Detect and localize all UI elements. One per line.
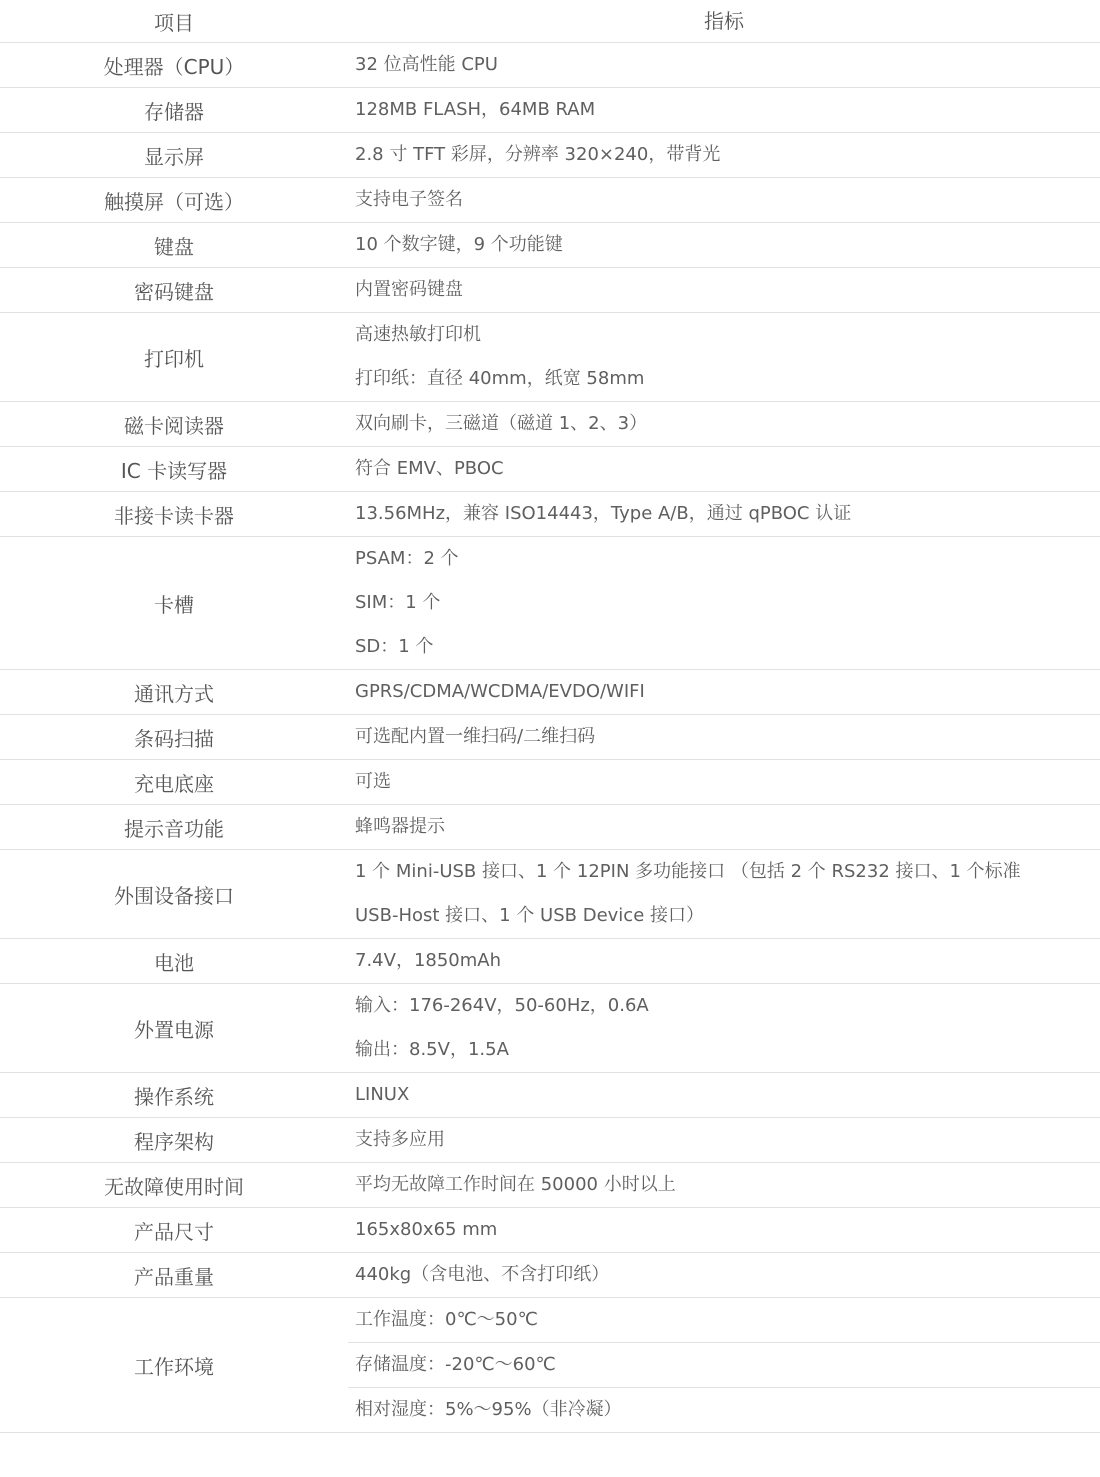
row-values xyxy=(348,939,1100,983)
row-value: 相对湿度：5%～95%（非冷凝） xyxy=(355,1399,622,1420)
row-values xyxy=(348,88,1100,132)
row-label: 充电底座 xyxy=(134,771,214,796)
table-row xyxy=(0,1073,1100,1118)
row-value: 7.4V，1850mAh xyxy=(355,950,502,971)
row-label: 卡槽 xyxy=(154,592,194,617)
row-values xyxy=(348,402,1100,446)
row-values xyxy=(348,760,1100,804)
row-label: 显示屏 xyxy=(144,144,204,169)
row-label: 电池 xyxy=(154,950,194,975)
row-values xyxy=(348,133,1100,177)
row-values xyxy=(348,447,1100,491)
row-label: 提示音功能 xyxy=(124,816,224,841)
table-row xyxy=(0,178,1100,223)
row-label: IC 卡读写器 xyxy=(120,458,228,483)
row-label: 键盘 xyxy=(154,234,194,259)
row-values xyxy=(348,1298,1100,1432)
table-row xyxy=(0,670,1100,715)
table-row xyxy=(0,850,1100,939)
row-label: 产品尺寸 xyxy=(134,1219,214,1244)
row-value: 可选 xyxy=(355,771,391,792)
row-value: 输出：8.5V，1.5A xyxy=(355,1039,509,1060)
row-label: 程序架构 xyxy=(134,1129,214,1154)
row-values xyxy=(348,537,1100,669)
table-row xyxy=(0,1298,1100,1433)
row-value: 打印纸：直径 40mm，纸宽 58mm xyxy=(355,368,645,389)
table-row xyxy=(0,805,1100,850)
row-values xyxy=(348,178,1100,222)
table-row xyxy=(0,939,1100,984)
row-label: 存储器 xyxy=(144,99,204,124)
row-value: 支持电子签名 xyxy=(355,189,463,210)
row-label: 磁卡阅读器 xyxy=(124,413,224,438)
row-value: GPRS/CDMA/WCDMA/EVDO/WIFI xyxy=(355,681,645,702)
row-value: LINUX xyxy=(355,1084,410,1105)
row-value: 128MB FLASH，64MB RAM xyxy=(355,99,596,120)
row-value: 双向刷卡，三磁道（磁道 1、2、3） xyxy=(355,413,648,434)
row-label: 工作环境 xyxy=(134,1354,214,1379)
row-value: 支持多应用 xyxy=(355,1129,445,1150)
row-value: 内置密码键盘 xyxy=(355,279,463,300)
table-row xyxy=(0,1118,1100,1163)
row-value: SD：1 个 xyxy=(355,636,434,657)
row-values xyxy=(348,1208,1100,1252)
row-values xyxy=(348,1163,1100,1207)
row-label: 处理器（CPU） xyxy=(103,54,245,79)
table-row xyxy=(0,402,1100,447)
table-row xyxy=(0,537,1100,670)
table-row xyxy=(0,760,1100,805)
row-value: 输入：176-264V，50-60Hz，0.6A xyxy=(355,995,649,1016)
header-spec: 指标 xyxy=(704,9,744,33)
row-values xyxy=(348,805,1100,849)
table-row xyxy=(0,1253,1100,1298)
row-value: 蜂鸣器提示 xyxy=(355,816,445,837)
table-row xyxy=(0,88,1100,133)
table-row xyxy=(0,133,1100,178)
row-values xyxy=(348,492,1100,536)
row-values xyxy=(348,43,1100,87)
table-row xyxy=(0,268,1100,313)
row-value: 13.56MHz，兼容 ISO14443，Type A/B，通过 qPBOC 认证 xyxy=(355,503,852,524)
row-value: USB-Host 接口、1 个 USB Device 接口） xyxy=(355,905,704,926)
row-label: 外置电源 xyxy=(134,1017,214,1042)
row-label: 密码键盘 xyxy=(134,279,214,304)
row-values xyxy=(348,1118,1100,1162)
header-item: 项目 xyxy=(154,10,194,35)
row-values xyxy=(348,670,1100,714)
table-row xyxy=(0,223,1100,268)
table-row xyxy=(0,313,1100,402)
row-label: 外围设备接口 xyxy=(114,883,234,908)
row-value: 2.8 寸 TFT 彩屏，分辨率 320×240，带背光 xyxy=(355,144,721,165)
row-values xyxy=(348,268,1100,312)
row-values xyxy=(348,715,1100,759)
row-values xyxy=(348,223,1100,267)
row-value: 符合 EMV、PBOC xyxy=(355,458,504,479)
row-value: 存储温度：-20℃～60℃ xyxy=(348,1343,1100,1388)
row-value: 10 个数字键，9 个功能键 xyxy=(355,234,563,255)
table-header xyxy=(0,0,1100,43)
row-values xyxy=(348,850,1100,938)
row-value: 可选配内置一维扫码/二维扫码 xyxy=(355,726,596,747)
row-label: 通讯方式 xyxy=(134,681,214,706)
row-value: 440kg（含电池、不含打印纸） xyxy=(355,1264,610,1285)
row-label: 产品重量 xyxy=(134,1264,214,1289)
row-values xyxy=(348,1253,1100,1297)
table-row xyxy=(0,447,1100,492)
row-values xyxy=(348,313,1100,401)
row-value: 平均无故障工作时间在 50000 小时以上 xyxy=(355,1174,676,1195)
row-value: 165x80x65 mm xyxy=(355,1219,498,1240)
row-label: 触摸屏（可选） xyxy=(104,189,244,214)
row-values xyxy=(348,1073,1100,1117)
table-row xyxy=(0,1163,1100,1208)
table-row xyxy=(0,1208,1100,1253)
row-value: 高速热敏打印机 xyxy=(355,324,481,345)
table-body xyxy=(0,43,1100,1433)
table-row xyxy=(0,715,1100,760)
row-label: 操作系统 xyxy=(134,1084,214,1109)
row-value: 32 位高性能 CPU xyxy=(355,54,498,75)
row-value: 工作温度：0℃～50℃ xyxy=(348,1298,1100,1343)
row-label: 非接卡读卡器 xyxy=(114,503,234,528)
row-label: 无故障使用时间 xyxy=(104,1174,244,1199)
row-values xyxy=(348,984,1100,1072)
table-row xyxy=(0,492,1100,537)
table-row xyxy=(0,43,1100,88)
row-label: 打印机 xyxy=(144,346,204,371)
row-value: 1 个 Mini-USB 接口、1 个 12PIN 多功能接口 （包括 2 个 RS232 接口、1 个标准 xyxy=(355,861,1021,882)
row-label: 条码扫描 xyxy=(134,726,214,751)
row-value: SIM：1 个 xyxy=(355,592,441,613)
table-row xyxy=(0,984,1100,1073)
row-value: PSAM：2 个 xyxy=(355,548,459,569)
